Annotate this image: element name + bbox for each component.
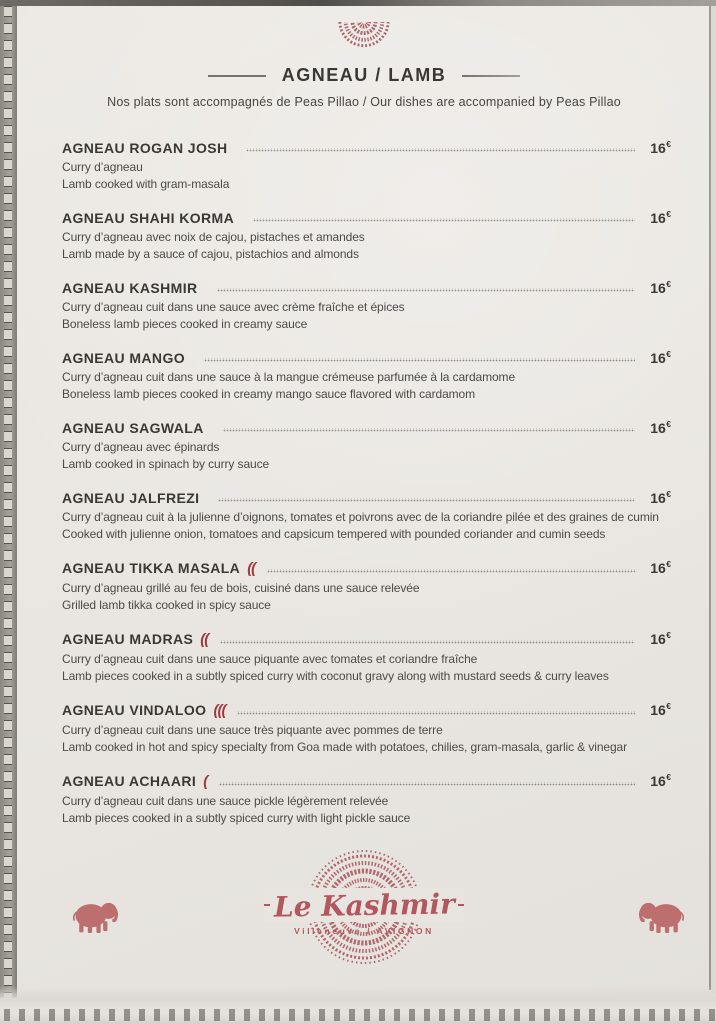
section-title-row: [17, 65, 711, 86]
item-title-row: [62, 559, 671, 577]
menu-page: [17, 6, 711, 998]
menu-item: [62, 630, 671, 685]
item-title-row: [62, 630, 671, 648]
menu-item: [62, 559, 671, 614]
item-name: AGNEAU KASHMIR: [62, 280, 198, 296]
item-price: [645, 349, 671, 366]
item-price: [645, 772, 671, 789]
euro-sign: €: [666, 772, 671, 782]
euro-sign: €: [666, 701, 671, 711]
price-value: 16: [650, 702, 666, 718]
item-description-fr: Curry d’agneau avec noix de cajou, pistaches et amandes: [62, 230, 365, 244]
spice-level-icon: (: [203, 773, 208, 790]
spiral-binding-holes: [0, 4, 17, 998]
item-name: AGNEAU SHAHI KORMA: [62, 210, 235, 226]
menu-item: [62, 139, 671, 193]
menu-item: [62, 349, 671, 403]
item-name: AGNEAU VINDALOO: [62, 702, 207, 718]
spice-level-icon: ((: [247, 560, 256, 577]
item-title-row: [62, 489, 671, 506]
euro-sign: €: [666, 489, 671, 499]
menu-item: [62, 701, 671, 756]
spice-level-icon: (((: [213, 702, 226, 719]
logo-location: Villeneuve / AVIGNON: [294, 926, 434, 936]
item-description-en: Lamb made by a sauce of cajou, pistachios and almonds: [62, 247, 359, 261]
menu-item: [62, 209, 671, 263]
price-value: 16: [650, 631, 666, 647]
logo-band: [264, 888, 464, 922]
section-title: AGNEAU / LAMB: [281, 65, 447, 85]
item-price: [645, 701, 671, 718]
item-description-en: Boneless lamb pieces cooked in creamy mango sauce flavored with cardamom: [62, 387, 476, 401]
logo-wordmark: Le Kashmir: [273, 886, 455, 924]
item-description-en: Lamb cooked in hot and spicy specialty from Goa made with potatoes, chilies, gram-masala, garlic & vinegar: [62, 740, 628, 754]
dotted-leader: [217, 288, 636, 292]
menu-item: [62, 419, 671, 473]
item-price: [645, 419, 671, 436]
title-rule-right: [462, 75, 520, 77]
item-description-en: Cooked with julienne onion, tomatoes and capsicum tempered with pounded coriander and cumin seeds: [62, 527, 606, 541]
item-description-fr: Curry d’agneau: [62, 160, 143, 174]
item-name: AGNEAU ACHAARI: [62, 773, 197, 789]
dotted-leader: [237, 711, 635, 715]
euro-sign: €: [666, 349, 671, 359]
bottom-binding-holes: [4, 1009, 716, 1021]
section-subtitle: Nos plats sont accompagnés de Peas Pillao / Our dishes are accompanied by Peas Pillao: [107, 95, 621, 109]
menu-header: [17, 22, 711, 109]
price-value: 16: [650, 210, 666, 226]
item-name: AGNEAU SAGWALA: [62, 420, 204, 436]
sleeve-top-edge: [0, 0, 716, 6]
item-description-en: Lamb cooked with gram-masala: [62, 177, 230, 191]
dotted-leader: [246, 148, 635, 152]
sleeve-right-shade: [711, 4, 716, 994]
item-description-fr: Curry d’agneau cuit à la julienne d’oignons, tomates et poivrons avec de la coriandre pilée et des graines de cumin: [62, 510, 659, 524]
spice-level-icon: ((: [200, 631, 209, 648]
item-title-row: [62, 701, 671, 719]
price-value: 16: [650, 773, 666, 789]
elephant-icon-left: [70, 894, 124, 940]
item-description-en: Lamb cooked in spinach by curry sauce: [62, 457, 270, 471]
item-name: AGNEAU MANGO: [62, 350, 186, 366]
item-title-row: [62, 772, 671, 790]
item-description-en: Boneless lamb pieces cooked in creamy sauce: [62, 317, 308, 331]
item-title-row: [62, 139, 671, 156]
item-description-en: Lamb pieces cooked in a subtly spiced curry with light pickle sauce: [62, 811, 411, 825]
dotted-leader: [253, 218, 635, 222]
item-name: AGNEAU TIKKA MASALA: [62, 560, 241, 576]
item-description-fr: Curry d’agneau grillé au feu de bois, cuisiné dans une sauce relevée: [62, 581, 420, 595]
item-title-row: [62, 419, 671, 436]
item-price: [645, 489, 671, 506]
half-mandala-ornament: [335, 22, 393, 49]
item-description-fr: Curry d’agneau avec épinards: [62, 440, 220, 454]
dotted-leader: [267, 569, 635, 573]
price-value: 16: [650, 420, 666, 436]
logo-rule-left: [264, 904, 270, 906]
price-value: 16: [650, 560, 666, 576]
item-price: [645, 279, 671, 296]
dotted-leader: [220, 640, 635, 644]
euro-sign: €: [666, 279, 671, 289]
menu-item: [62, 489, 671, 543]
item-description-fr: Curry d’agneau cuit dans une sauce très piquante avec pommes de terre: [62, 723, 443, 737]
euro-sign: €: [666, 139, 671, 149]
item-price: [645, 139, 671, 156]
dotted-leader: [219, 782, 635, 786]
item-name: AGNEAU JALFREZI: [62, 490, 200, 506]
logo-rule-right: [458, 904, 464, 906]
item-description-fr: Curry d’agneau cuit dans une sauce piquante avec tomates et coriandre fraîche: [62, 652, 478, 666]
item-description-en: Grilled lamb tikka cooked in spicy sauce: [62, 598, 271, 612]
item-title-row: [62, 349, 671, 366]
price-value: 16: [650, 350, 666, 366]
price-value: 16: [650, 140, 666, 156]
menu-item-list: [62, 139, 671, 827]
menu-footer: [17, 848, 711, 978]
price-value: 16: [650, 490, 666, 506]
item-description-fr: Curry d’agneau cuit dans une sauce pickle légèrement relevée: [62, 794, 389, 808]
item-description-fr: Curry d’agneau cuit dans une sauce à la mangue crémeuse parfumée à la cardamome: [62, 370, 516, 384]
item-title-row: [62, 279, 671, 296]
title-rule-left: [208, 75, 266, 77]
sleeve-bottom-edge: [0, 986, 716, 1024]
elephant-icon-right: [633, 894, 687, 940]
euro-sign: €: [666, 630, 671, 640]
euro-sign: €: [666, 419, 671, 429]
menu-item: [62, 279, 671, 333]
dotted-leader: [223, 428, 635, 432]
euro-sign: €: [666, 209, 671, 219]
dotted-leader: [218, 498, 635, 502]
item-title-row: [62, 209, 671, 226]
dotted-leader: [204, 358, 635, 362]
menu-item: [62, 772, 671, 827]
restaurant-logo: [264, 848, 464, 970]
sleeve-right-edge: [709, 4, 711, 990]
item-name: AGNEAU ROGAN JOSH: [62, 140, 228, 156]
item-price: [645, 630, 671, 647]
item-name: AGNEAU MADRAS: [62, 631, 194, 647]
item-price: [645, 559, 671, 576]
item-description-fr: Curry d’agneau cuit dans une sauce avec crème fraîche et épices: [62, 300, 405, 314]
euro-sign: €: [666, 559, 671, 569]
item-description-en: Lamb pieces cooked in a subtly spiced curry with coconut gravy along with mustard seeds & curry leaves: [62, 669, 609, 683]
item-price: [645, 209, 671, 226]
price-value: 16: [650, 280, 666, 296]
